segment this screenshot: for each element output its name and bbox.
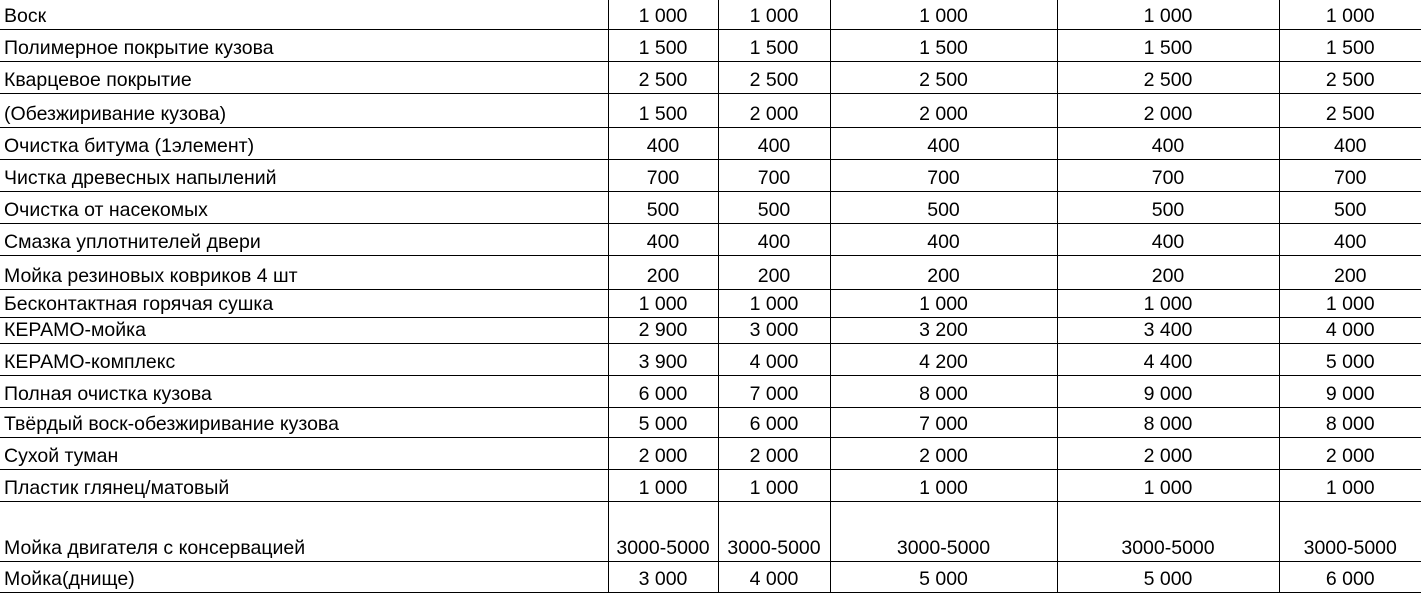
price-cell: 500: [718, 191, 830, 223]
price-cell: 1 500: [830, 29, 1057, 61]
price-cell: 2 500: [1279, 93, 1421, 127]
price-cell: 1 000: [1279, 0, 1421, 29]
price-cell: 9 000: [1057, 375, 1279, 407]
price-cell: 3000-5000: [608, 501, 718, 561]
price-cell: 400: [1057, 127, 1279, 159]
price-cell: 700: [608, 159, 718, 191]
price-cell: 4 000: [1279, 317, 1421, 343]
price-cell: 1 000: [830, 469, 1057, 501]
price-cell: 2 500: [830, 61, 1057, 93]
price-cell: 1 000: [1057, 469, 1279, 501]
table-row: [0, 223, 1421, 255]
table-row: [0, 437, 1421, 469]
price-cell: 4 200: [830, 343, 1057, 375]
price-cell: 6 000: [608, 375, 718, 407]
price-cell: 3000-5000: [718, 501, 830, 561]
price-cell: 3 900: [608, 343, 718, 375]
price-cell: 1 500: [1279, 29, 1421, 61]
price-cell: 3 000: [718, 317, 830, 343]
service-name: Полная очистка кузова: [0, 375, 608, 407]
price-cell: 7 000: [718, 375, 830, 407]
price-cell: 2 000: [830, 93, 1057, 127]
price-cell: 2 000: [830, 437, 1057, 469]
service-name: Бесконтактная горячая сушка: [0, 289, 608, 317]
table-row: [0, 0, 1421, 29]
price-cell: 400: [830, 127, 1057, 159]
price-cell: 700: [830, 159, 1057, 191]
service-name: Твёрдый воск-обезжиривание кузова: [0, 407, 608, 437]
price-cell: 400: [608, 127, 718, 159]
price-cell: 8 000: [830, 375, 1057, 407]
price-cell: 4 400: [1057, 343, 1279, 375]
price-cell: 2 500: [608, 61, 718, 93]
service-name: КЕРАМО-мойка: [0, 317, 608, 343]
service-name: КЕРАМО-комплекс: [0, 343, 608, 375]
price-cell: 700: [1279, 159, 1421, 191]
price-cell: 2 000: [1057, 93, 1279, 127]
price-cell: 5 000: [608, 407, 718, 437]
price-cell: 500: [830, 191, 1057, 223]
price-cell: 2 500: [1057, 61, 1279, 93]
price-cell: 3 200: [830, 317, 1057, 343]
service-name: Смазка уплотнителей двери: [0, 223, 608, 255]
price-cell: 1 500: [718, 29, 830, 61]
price-cell: 1 500: [608, 93, 718, 127]
price-cell: 2 000: [1279, 437, 1421, 469]
price-cell: 2 000: [718, 93, 830, 127]
price-cell: 6 000: [718, 407, 830, 437]
price-cell: 200: [608, 255, 718, 289]
price-cell: 1 000: [1057, 0, 1279, 29]
price-cell: 9 000: [1279, 375, 1421, 407]
price-cell: 200: [830, 255, 1057, 289]
table-row: [0, 159, 1421, 191]
service-name: Полимерное покрытие кузова: [0, 29, 608, 61]
table-row: [0, 469, 1421, 501]
service-name: Чистка древесных напылений: [0, 159, 608, 191]
table-row: [0, 375, 1421, 407]
price-cell: 400: [718, 127, 830, 159]
table-row: [0, 561, 1421, 592]
price-cell: 400: [1057, 223, 1279, 255]
price-cell: 500: [608, 191, 718, 223]
price-cell: 700: [718, 159, 830, 191]
price-cell: 4 000: [718, 343, 830, 375]
service-name: Сухой туман: [0, 437, 608, 469]
price-cell: 3 000: [608, 561, 718, 592]
service-name: Мойка(днище): [0, 561, 608, 592]
table-row: [0, 61, 1421, 93]
price-cell: 400: [1279, 223, 1421, 255]
price-cell: 3 400: [1057, 317, 1279, 343]
price-cell: 2 900: [608, 317, 718, 343]
price-cell: 7 000: [830, 407, 1057, 437]
service-name: Воск: [0, 0, 608, 29]
price-cell: 400: [718, 223, 830, 255]
table-row: [0, 29, 1421, 61]
price-cell: 5 000: [830, 561, 1057, 592]
price-cell: 1 000: [1057, 289, 1279, 317]
service-name: Кварцевое покрытие: [0, 61, 608, 93]
price-cell: 200: [718, 255, 830, 289]
service-name: Очистка битума (1элемент): [0, 127, 608, 159]
price-cell: 700: [1057, 159, 1279, 191]
price-cell: 3000-5000: [1279, 501, 1421, 561]
service-name: Очистка от насекомых: [0, 191, 608, 223]
price-cell: 1 000: [608, 0, 718, 29]
price-cell: 200: [1057, 255, 1279, 289]
price-cell: 8 000: [1057, 407, 1279, 437]
price-cell: 200: [1279, 255, 1421, 289]
price-cell: 1 500: [1057, 29, 1279, 61]
price-cell: 1 000: [718, 469, 830, 501]
price-cell: 500: [1057, 191, 1279, 223]
price-cell: 500: [1279, 191, 1421, 223]
price-cell: 2 500: [718, 61, 830, 93]
price-cell: 1 000: [608, 469, 718, 501]
service-name: (Обезжиривание кузова): [0, 93, 608, 127]
price-cell: 3000-5000: [1057, 501, 1279, 561]
table-row: [0, 289, 1421, 317]
price-cell: 400: [830, 223, 1057, 255]
price-cell: 400: [1279, 127, 1421, 159]
table-row: [0, 407, 1421, 437]
table-row: [0, 501, 1421, 561]
price-cell: 1 000: [1279, 469, 1421, 501]
price-cell: 4 000: [718, 561, 830, 592]
service-name: Мойка двигателя с консервацией: [0, 501, 608, 561]
price-cell: 2 000: [608, 437, 718, 469]
price-cell: 3000-5000: [830, 501, 1057, 561]
service-name: Мойка резиновых ковриков 4 шт: [0, 255, 608, 289]
price-cell: 1 000: [608, 289, 718, 317]
price-cell: 1 000: [830, 289, 1057, 317]
price-cell: 1 500: [608, 29, 718, 61]
price-cell: 1 000: [718, 0, 830, 29]
table-row: [0, 93, 1421, 127]
price-cell: 8 000: [1279, 407, 1421, 437]
price-cell: 2 000: [718, 437, 830, 469]
price-cell: 1 000: [718, 289, 830, 317]
table-row: [0, 255, 1421, 289]
price-cell: 2 000: [1057, 437, 1279, 469]
table-row: [0, 127, 1421, 159]
price-cell: 2 500: [1279, 61, 1421, 93]
price-cell: 400: [608, 223, 718, 255]
table-row: [0, 317, 1421, 343]
price-cell: 1 000: [1279, 289, 1421, 317]
price-cell: 5 000: [1057, 561, 1279, 592]
table-row: [0, 191, 1421, 223]
price-cell: 5 000: [1279, 343, 1421, 375]
table-row: [0, 343, 1421, 375]
service-name: Пластик глянец/матовый: [0, 469, 608, 501]
price-cell: 6 000: [1279, 561, 1421, 592]
price-cell: 1 000: [830, 0, 1057, 29]
